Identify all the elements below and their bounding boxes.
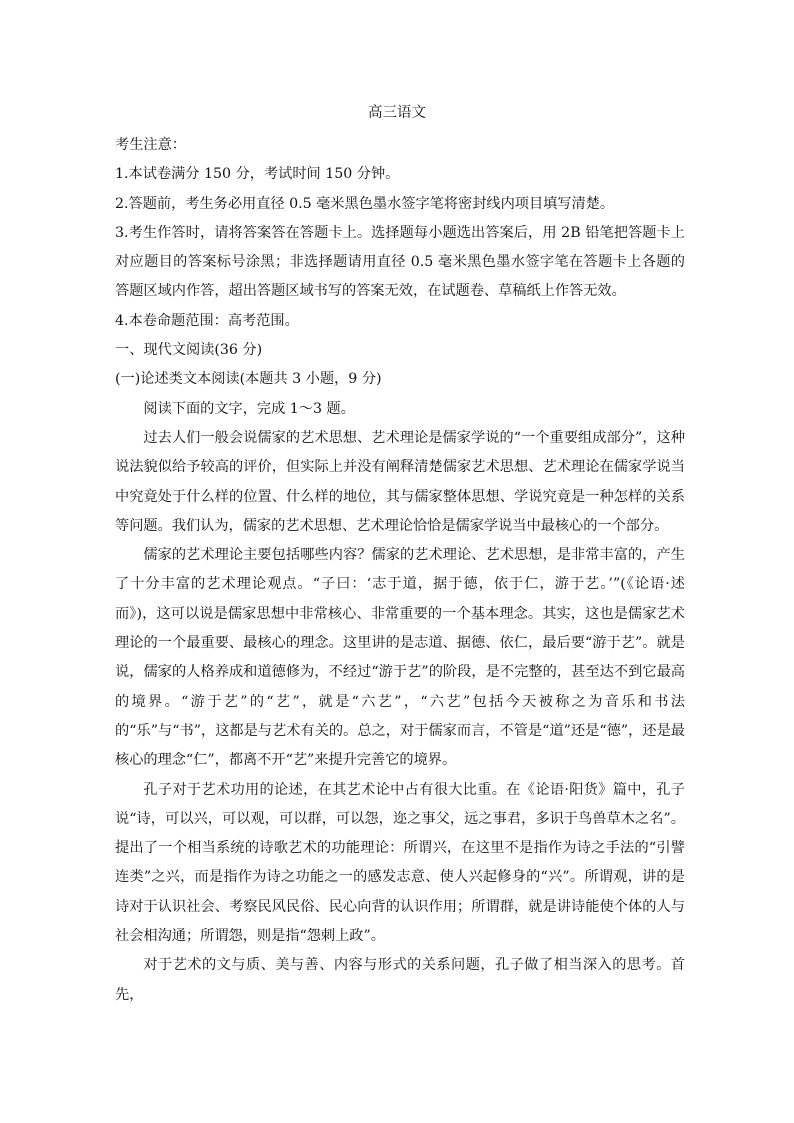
body-paragraph: 过去人们一般会说儒家的艺术思想、艺术理论是儒家学说的“一个重要组成部分”，这种说法貌似给予较高的评价，但实际上并没有阐释清楚儒家艺术思想、艺术理论在儒家学说当中究竟处于什么样的位置、什么样的地位，其与儒家整体思想、学说究竟是一种怎样的关系等问题。我们认为，儒家的艺术思想、艺术理论恰恰是儒家学说当中最核心的一个部分。 bbox=[115, 429, 685, 534]
notice-item: 1.本试卷满分 150 分，考试时间 150 分钟。 bbox=[115, 166, 400, 183]
notice-item: 4.本卷命题范围：高考范围。 bbox=[115, 312, 299, 329]
document-body bbox=[115, 131, 685, 1010]
reading-instruction: 阅读下面的文字，完成 1～3 题。 bbox=[143, 400, 355, 417]
notice-heading: 考生注意： bbox=[115, 137, 186, 153]
notice-item: 2.答题前，考生务必用直径 0.5 毫米黑色墨水签字笔将密封线内项目填写清楚。 bbox=[115, 195, 615, 212]
body-paragraph: 孔子对于艺术功用的论述，在其艺术论中占有很大比重。在《论语·阳货》篇中，孔子说“诗，可以兴，可以观，可以群，可以怨，迩之事父，远之事君，多识于鸟兽草木之名”。提出了一个相当系统的诗歌艺术的功能理论：所谓兴，在这里不是指作为诗之手法的“引譬连类”之兴，而是指作为诗之功能之一的感发志意、使人兴起修身的“兴”。所谓观，讲的是诗对于认识社会、考察民风民俗、民心向背的认识作用；所谓群，就是讲诗能使个体的人与社会相沟通；所谓怨，则是指“怨刺上政”。 bbox=[115, 781, 685, 945]
page-title: 高三语文 bbox=[368, 105, 426, 121]
subsection-heading: (一)论述类文本阅读(本题共 3 小题，9 分) bbox=[115, 371, 382, 388]
section-heading: 一、现代文阅读(36 分) bbox=[115, 342, 263, 359]
body-paragraph: 对于艺术的文与质、美与善、内容与形式的关系问题，孔子做了相当深入的思考。首先， bbox=[115, 957, 685, 1003]
notice-item: 3.考生作答时，请将答案答在答题卡上。选择题每小题选出答案后，用 2B 铅笔把答题卡上对应题目的答案标号涂黑；非选择题请用直径 0.5 毫米黑色墨水签字笔在答题卡上各题的答题区域内作答，超出答题区域书写的答案无效，在试题卷、草稿纸上作答无效。 bbox=[115, 224, 685, 300]
body-paragraph: 儒家的艺术理论主要包括哪些内容？儒家的艺术理论、艺术思想，是非常丰富的，产生了十分丰富的艺术理论观点。“子曰：‘志于道，据于德，依于仁，游于艺。’”(《论语·述而》)，这可以说是儒家思想中非常核心、非常重要的一个基本理念。其实，这也是儒家艺术理论的一个最重要、最核心的理念。这里讲的是志道、据德、依仁，最后要“游于艺”。就是说，儒家的人格养成和道德修为，不经过“游于艺”的阶段，是不完整的，甚至达不到它最高的境界。“游于艺”的“艺”，就是“六艺”，“六艺”包括今天被称之为音乐和书法的“乐”与“书”，这都是与艺术有关的。总之，对于儒家而言，不管是“道”还是“德”，还是最核心的理念“仁”，都离不开“艺”来提升完善它的境界。 bbox=[115, 547, 685, 769]
